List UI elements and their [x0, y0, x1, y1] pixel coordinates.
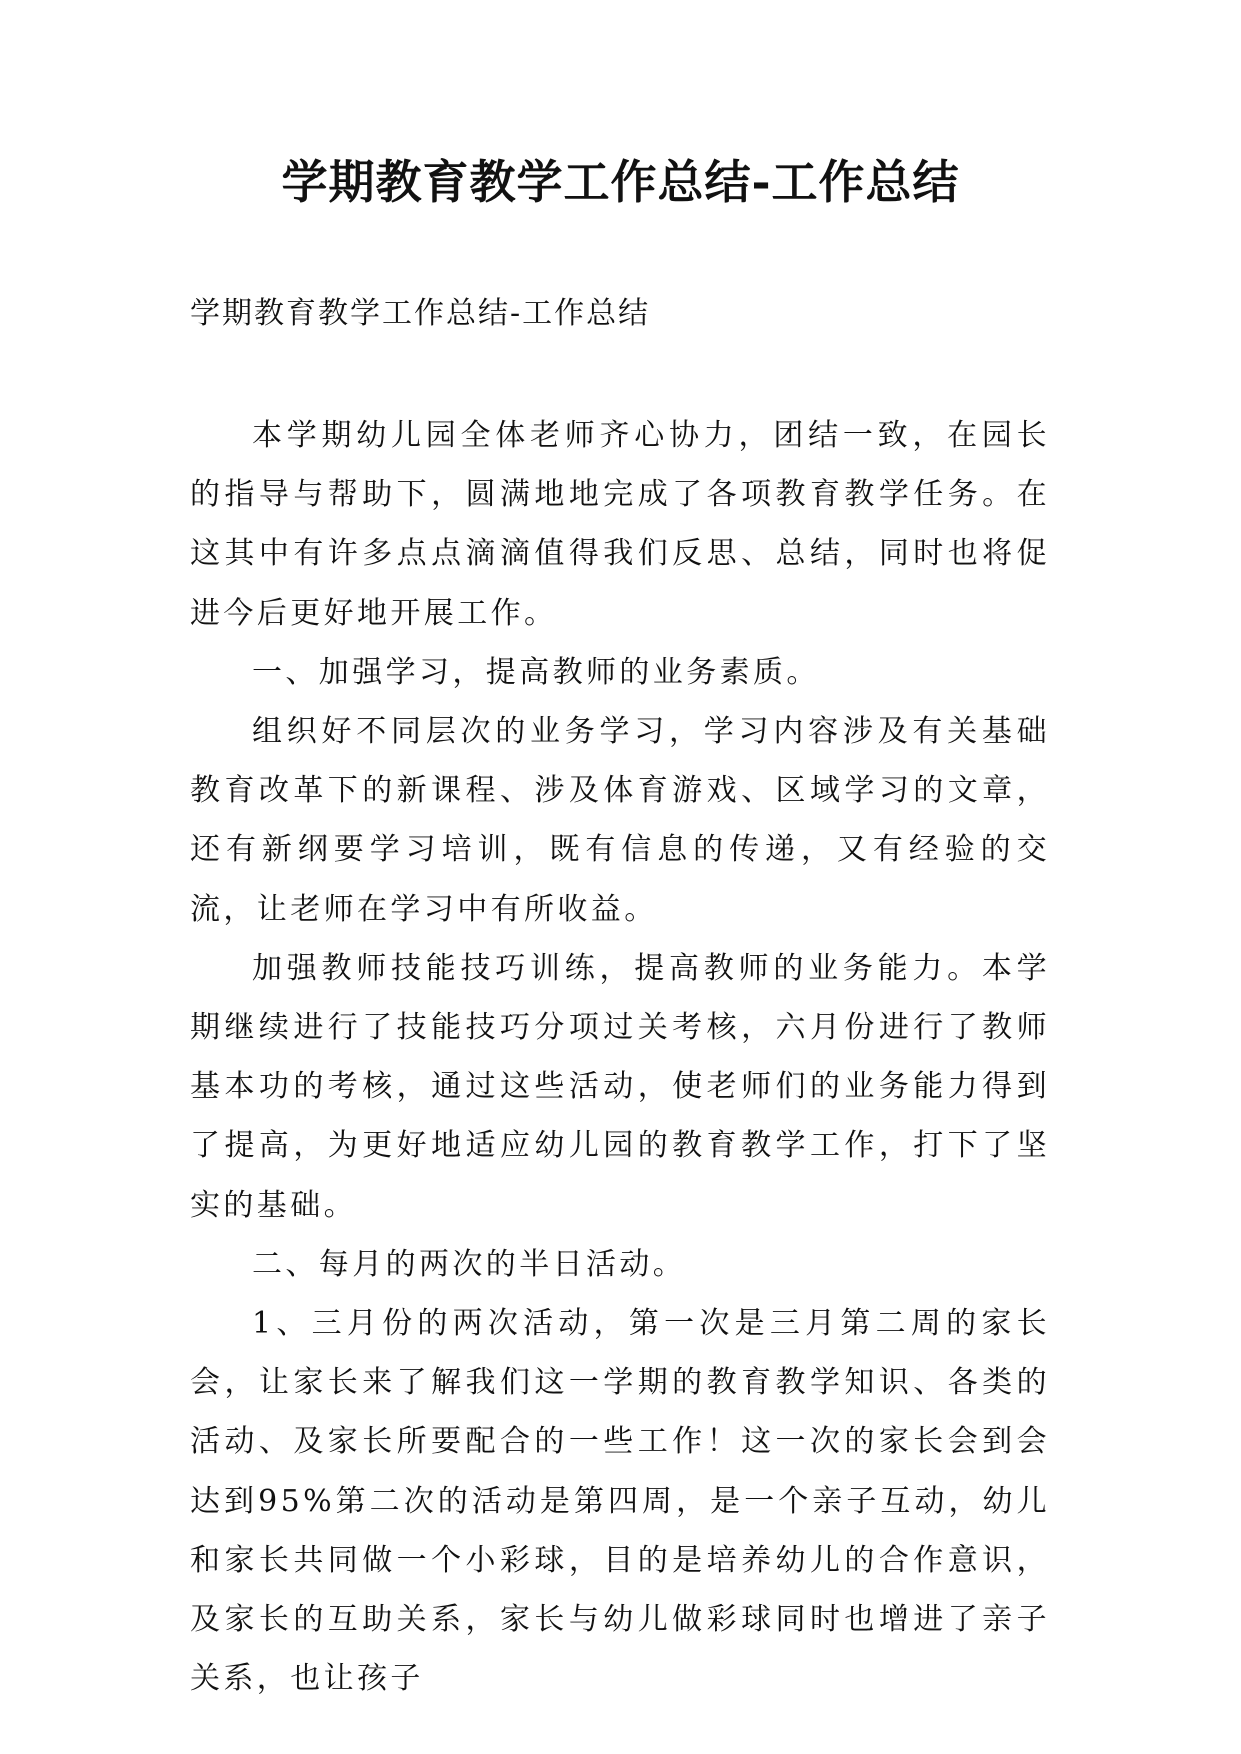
- paragraph-march-activities: 1、三月份的两次活动，第一次是三月第二周的家长会，让家长来了解我们这一学期的教育教学知识、各类的活动、及家长所要配合的一些工作！这一次的家长会到会达到95%第二次的活动是第四周，是一个亲子互动，幼儿和家长共同做一个小彩球，目的是培养幼儿的合作意识，及家长的互助关系，家长与幼儿做彩球同时也增进了亲子关系，也让孩子: [190, 1306, 1050, 1697]
- paragraph-intro: 本学期幼儿园全体老师齐心协力，团结一致，在园长的指导与帮助下，圆满地地完成了各项教育教学任务。在这其中有许多点点滴滴值得我们反思、总结，同时也将促进今后更好地开展工作。: [190, 418, 1050, 631]
- paragraph-skills: 加强教师技能技巧训练，提高教师的业务能力。本学期继续进行了技能技巧分项过关考核，六月份进行了教师基本功的考核，通过这些活动，使老师们的业务能力得到了提高，为更好地适应幼儿园的教育教学工作，打下了坚实的基础。: [190, 950, 1050, 1223]
- document-title: 学期教育教学工作总结-工作总结: [281, 155, 960, 209]
- section-heading-2: 二、每月的两次的半日活动。: [252, 1246, 687, 1282]
- document-body: [190, 406, 1050, 1708]
- section-heading-1: 一、加强学习，提高教师的业务素质。: [252, 654, 820, 690]
- paragraph-study: 组织好不同层次的业务学习，学习内容涉及有关基础教育改革下的新课程、涉及体育游戏、区域学习的文章，还有新纲要学习培训，既有信息的传递，又有经验的交流，让老师在学习中有所收益。: [190, 714, 1050, 927]
- document-subtitle: 学期教育教学工作总结-工作总结: [190, 296, 651, 331]
